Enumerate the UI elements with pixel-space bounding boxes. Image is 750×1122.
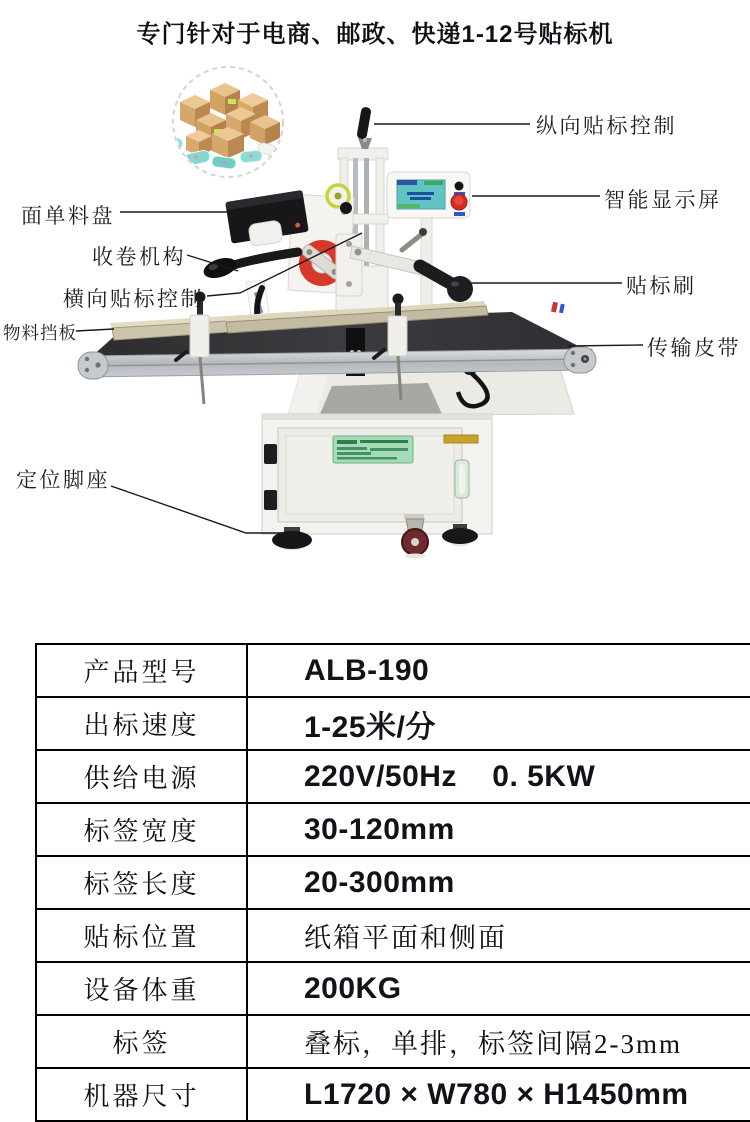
brush-roller xyxy=(447,276,473,302)
vertical-control-handle xyxy=(356,106,372,149)
callout-smart-display: 智能显示屏 xyxy=(604,188,722,212)
spec-row-power xyxy=(36,750,750,803)
door-hinge xyxy=(264,444,277,464)
spec-label: 标签 xyxy=(36,1015,247,1068)
spec-label: 出标速度 xyxy=(36,697,247,750)
spec-value: 1-25米/分 xyxy=(247,697,750,750)
spec-value: 20-300mm xyxy=(247,856,750,909)
spec-label: 标签长度 xyxy=(36,856,247,909)
callout-vertical-labeling-control: 纵向贴标控制 xyxy=(536,114,677,138)
door-hinge xyxy=(264,490,277,510)
spec-table xyxy=(35,643,750,1122)
spec-row-model xyxy=(36,644,750,697)
spec-row-position xyxy=(36,909,750,962)
callout-horizontal-labeling-control: 横向贴标控制 xyxy=(63,287,204,311)
spec-label: 标签宽度 xyxy=(36,803,247,856)
callout-material-guide-plate: 物料挡板 xyxy=(3,323,77,343)
callout-conveyor-belt: 传输皮带 xyxy=(647,336,741,360)
callout-waybill-tray: 面单料盘 xyxy=(21,204,115,228)
spec-label: 贴标位置 xyxy=(36,909,247,962)
spec-label: 机器尺寸 xyxy=(36,1068,247,1121)
spec-value: 220V/50Hz 0. 5KW xyxy=(247,750,750,803)
callout-labeling-brush: 贴标刷 xyxy=(626,274,697,298)
spec-row-weight xyxy=(36,962,750,1015)
labeling-brush-arm xyxy=(336,228,473,302)
spec-row-label-length xyxy=(36,856,750,909)
spec-row-label-type xyxy=(36,1015,750,1068)
parcel-inset-photo xyxy=(162,67,283,177)
spec-value: ALB-190 xyxy=(247,644,750,697)
rewind-arm xyxy=(228,252,298,267)
spec-label: 产品型号 xyxy=(36,644,247,697)
spec-label: 设备体重 xyxy=(36,962,247,1015)
callout-rewind-mechanism: 收卷机构 xyxy=(92,245,186,269)
gold-label-strip xyxy=(444,435,478,443)
spec-row-speed xyxy=(36,697,750,750)
spec-value: 200KG xyxy=(247,962,750,1015)
spec-value: 叠标，单排，标签间隔2-3mm xyxy=(247,1015,750,1068)
cabinet xyxy=(262,414,492,534)
spec-row-label-width xyxy=(36,803,750,856)
leveling-foot xyxy=(442,528,478,544)
spec-value: 纸箱平面和侧面 xyxy=(247,909,750,962)
spec-label: 供给电源 xyxy=(36,750,247,803)
spec-value: L1720 × W780 × H1450mm xyxy=(247,1068,750,1121)
caster-wheel xyxy=(402,514,428,559)
selector-knob xyxy=(455,182,464,191)
green-nameplate xyxy=(333,436,413,463)
page-title: 专门针对于电商、邮政、快递1-12号贴标机 xyxy=(136,21,614,48)
spec-value: 30-120mm xyxy=(247,803,750,856)
spec-row-dimensions xyxy=(36,1068,750,1121)
callout-positioning-feet: 定位脚座 xyxy=(16,468,110,492)
